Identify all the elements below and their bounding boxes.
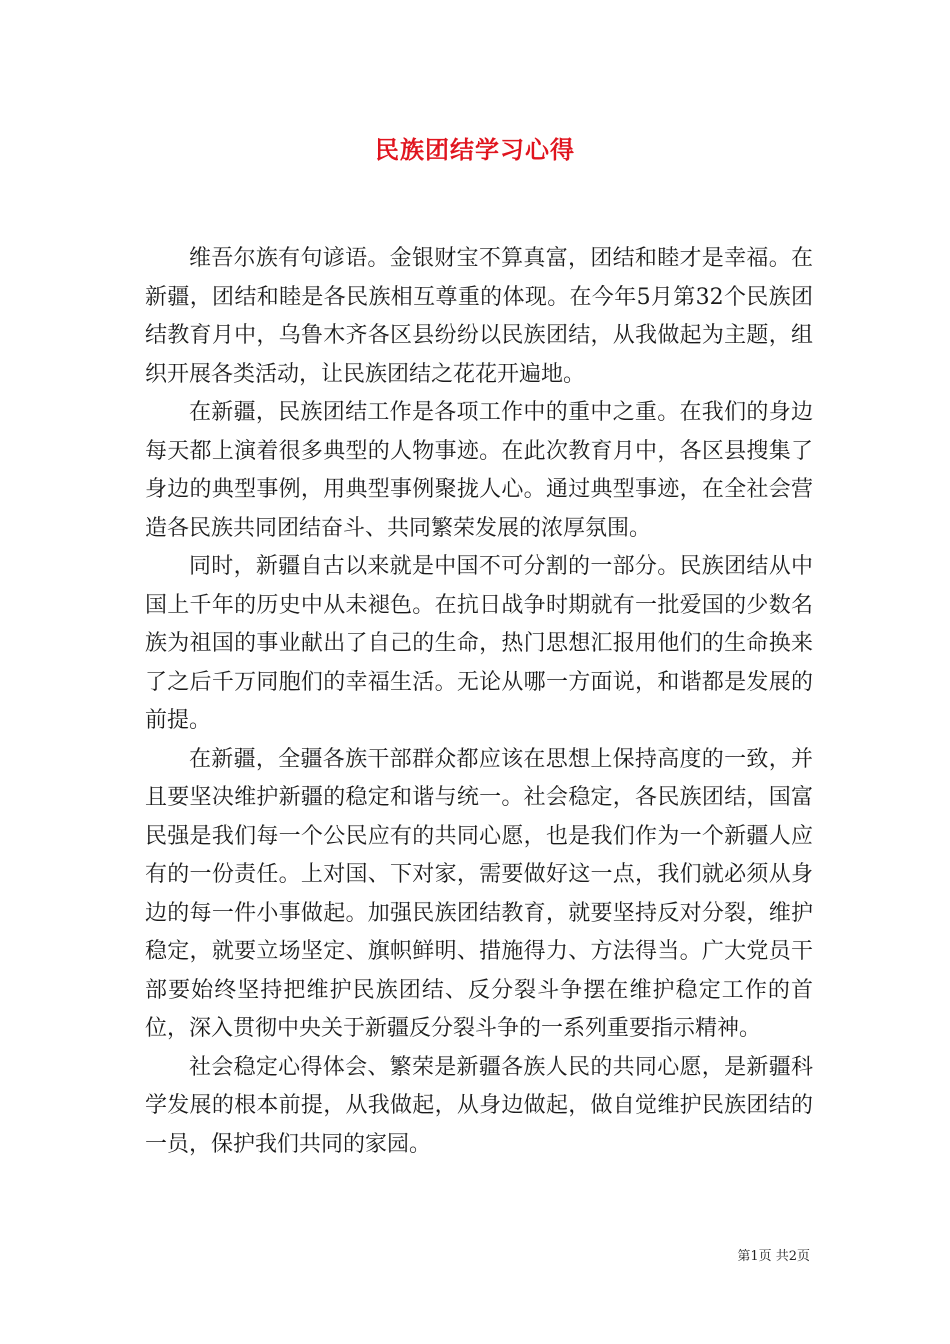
paragraph: 维吾尔族有句谚语。金银财宝不算真富，团结和睦才是幸福。在新疆，团结和睦是各民族相互尊重的体现。在今年5月第32个民族团结教育月中，乌鲁木齐各区县纷纷以民族团结，从我做起为主题，组织开展各类活动，让民族团结之花花开遍地。	[145, 246, 813, 387]
page-number-footer: 第1页 共2页	[737, 1249, 810, 1264]
document-body	[145, 240, 813, 1164]
document-title: 民族团结学习心得	[375, 135, 575, 164]
paragraph: 在新疆，民族团结工作是各项工作中的重中之重。在我们的身边每天都上演着很多典型的人物事迹。在此次教育月中，各区县搜集了身边的典型事例，用典型事例聚拢人心。通过典型事迹，在全社会营造各民族共同团结奋斗、共同繁荣发展的浓厚氛围。	[145, 400, 813, 541]
paragraph: 同时，新疆自古以来就是中国不可分割的一部分。民族团结从中国上千年的历史中从未褪色。在抗日战争时期就有一批爱国的少数名族为祖国的事业献出了自己的生命，热门思想汇报用他们的生命换来了之后千万同胞们的幸福生活。无论从哪一方面说，和谐都是发展的前提。	[145, 554, 813, 733]
paragraph: 社会稳定心得体会、繁荣是新疆各族人民的共同心愿，是新疆科学发展的根本前提，从我做起，从身边做起，做自觉维护民族团结的一员，保护我们共同的家园。	[145, 1054, 813, 1157]
paragraph: 在新疆，全疆各族干部群众都应该在思想上保持高度的一致，并且要坚决维护新疆的稳定和谐与统一。社会稳定，各民族团结，国富民强是我们每一个公民应有的共同心愿，也是我们作为一个新疆人应有的一份责任。上对国、下对家，需要做好这一点，我们就必须从身边的每一件小事做起。加强民族团结教育，就要坚持反对分裂，维护稳定，就要立场坚定、旗帜鲜明、措施得力、方法得当。广大党员干部要始终坚持把维护民族团结、反分裂斗争摆在维护稳定工作的首位，深入贯彻中央关于新疆反分裂斗争的一系列重要指示精神。	[145, 746, 813, 1041]
